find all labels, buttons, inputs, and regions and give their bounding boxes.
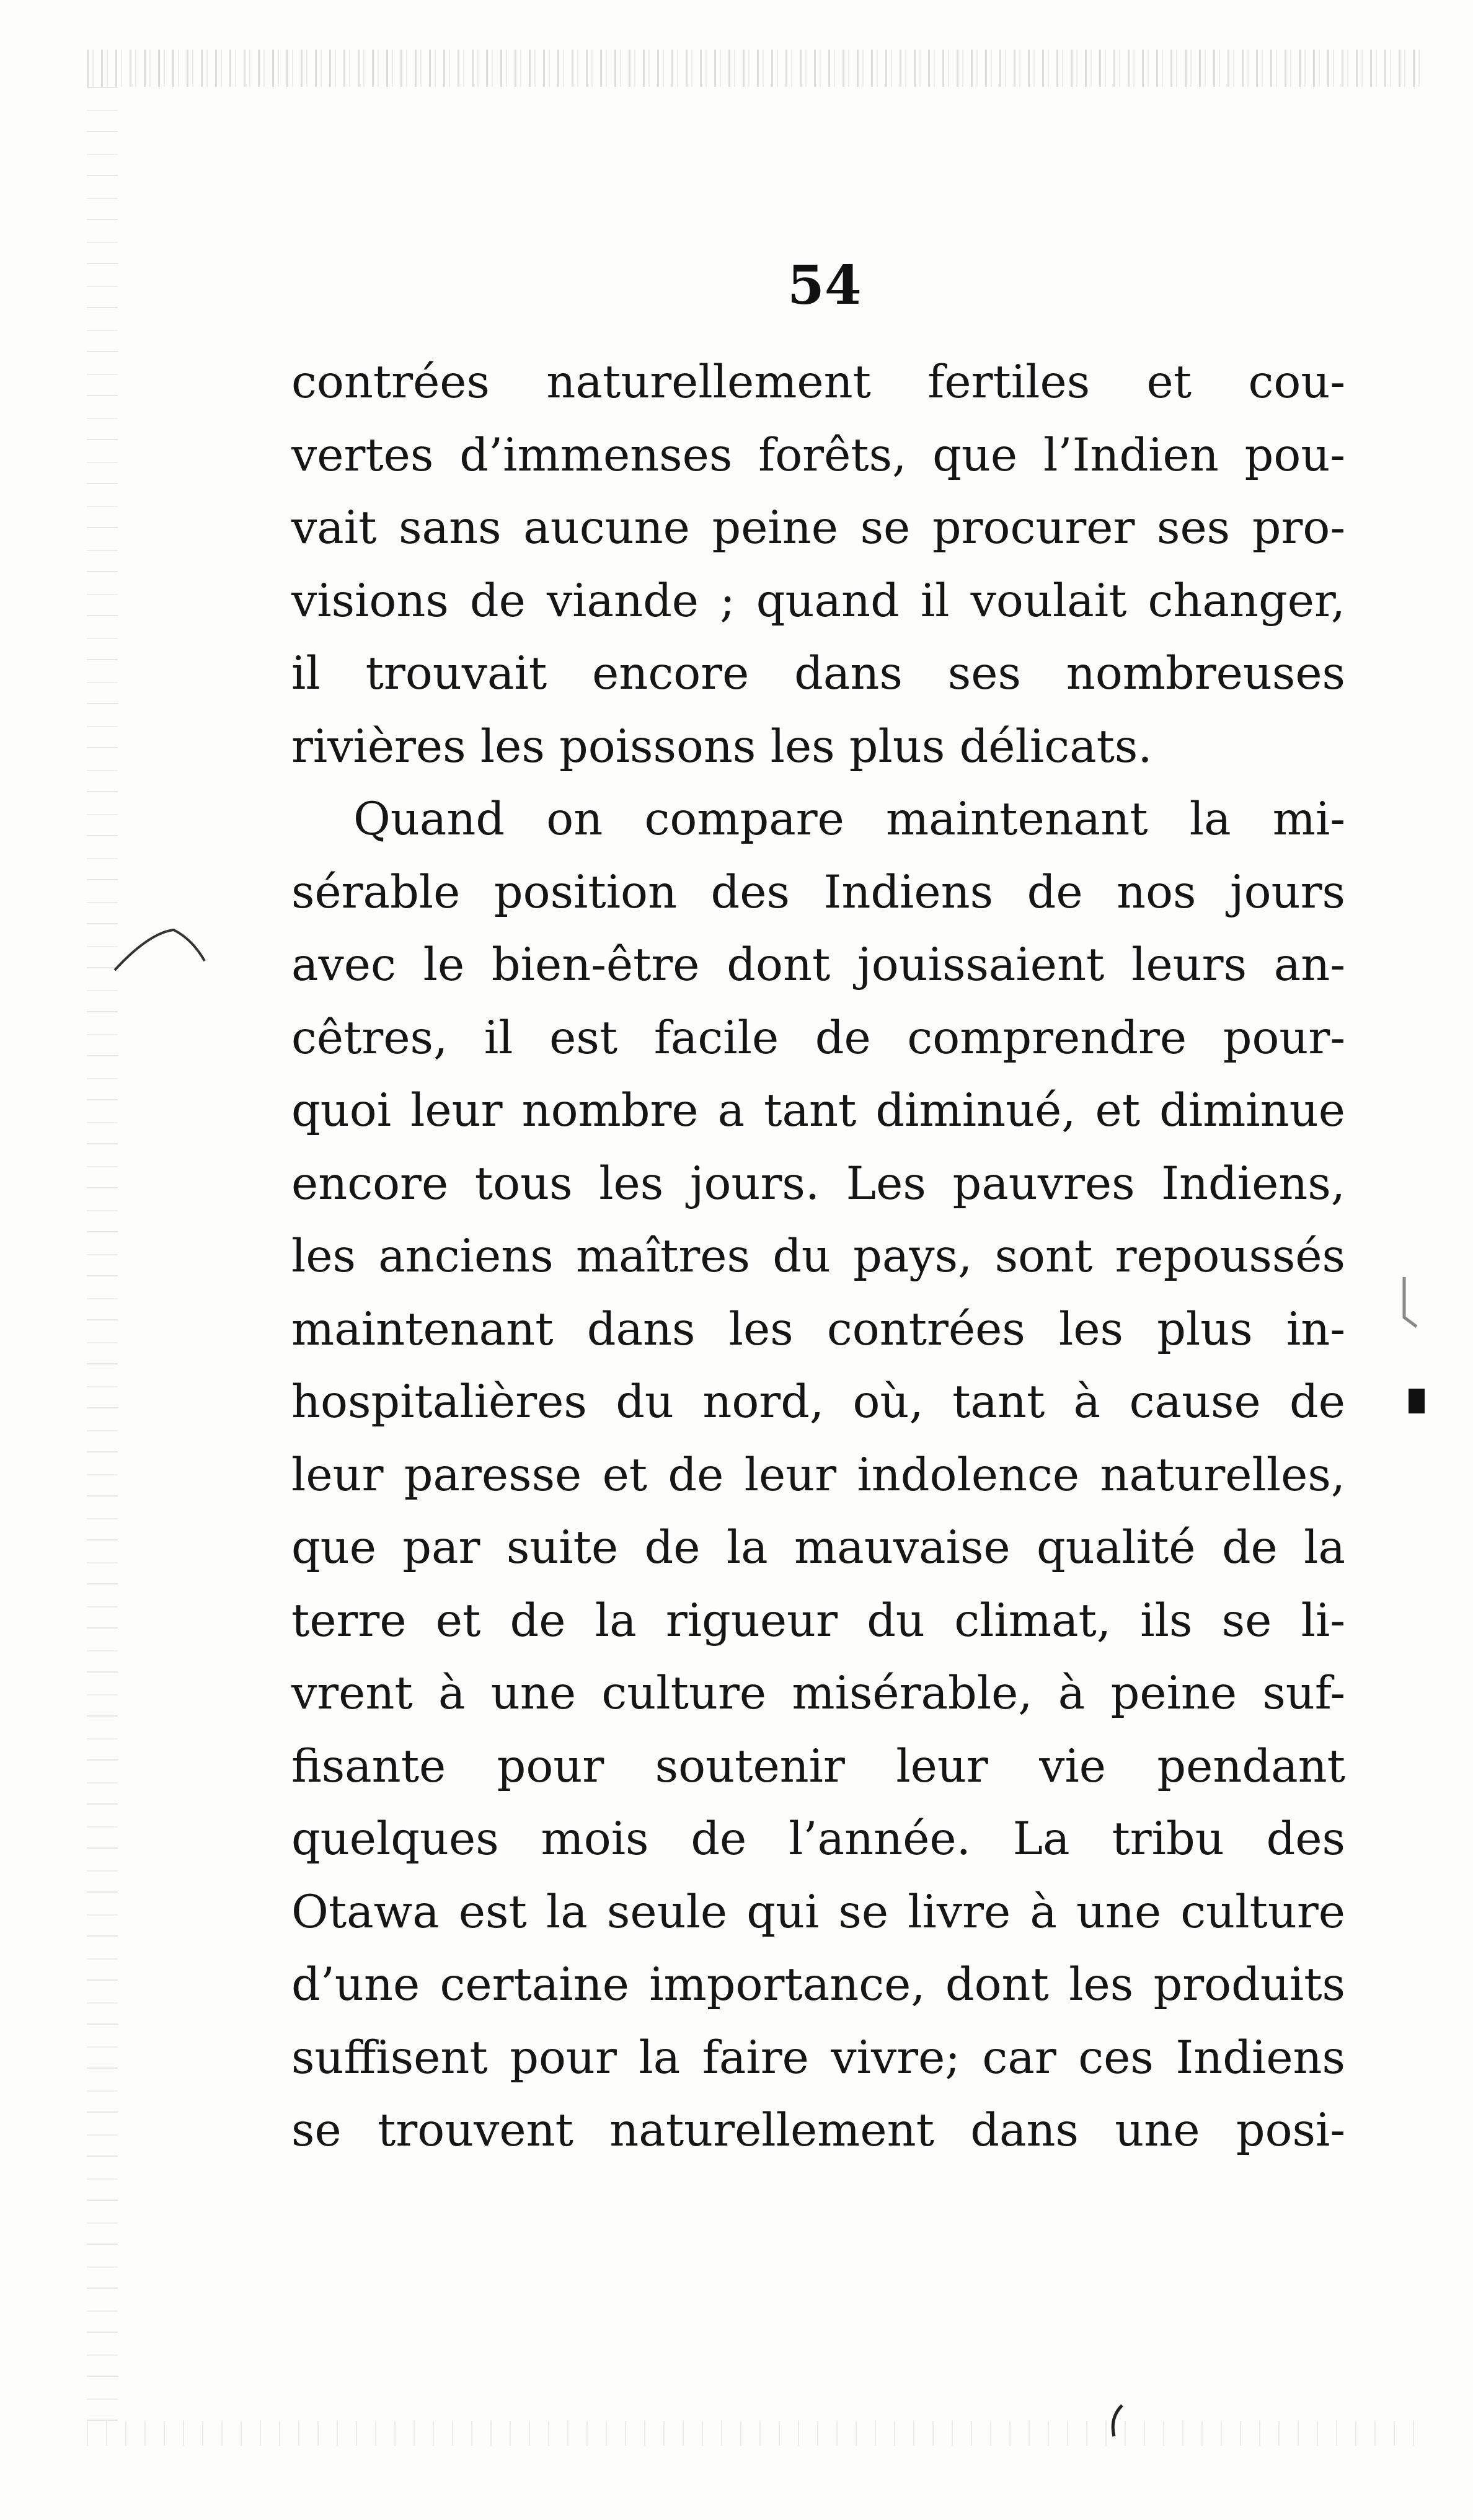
text-line: maintenant dans les contrées les plus in- <box>291 1302 1345 1356</box>
body-text <box>291 346 1345 2167</box>
text-line: visions de viande ; quand il voulait changer, <box>291 574 1345 627</box>
text-line: vrent à une culture misérable, à peine suf- <box>291 1667 1345 1720</box>
stray-ink-mark <box>1107 2402 1125 2439</box>
text-line: quoi leur nombre a tant diminué, et diminue <box>291 1084 1345 1137</box>
text-line: terre et de la rigueur du climat, ils se li- <box>291 1594 1345 1647</box>
text-line: les anciens maîtres du pays, sont repoussés <box>291 1230 1345 1283</box>
text-line: Otawa est la seule qui se livre à une culture <box>291 1885 1345 1939</box>
page-number: 54 <box>787 254 862 317</box>
text-line: Quand on compare maintenant la mi- <box>353 793 1345 846</box>
text-line: encore tous les jours. Les pauvres Indiens, <box>291 1157 1345 1210</box>
text-line: avec le bien-être dont jouissaient leurs an- <box>291 939 1345 991</box>
text-line: leur paresse et de leur indolence naturelles, <box>291 1448 1345 1501</box>
text-line: hospitalières du nord, où, tant à cause de <box>291 1376 1345 1428</box>
text-line: se trouvent naturellement dans une posi- <box>291 2104 1345 2157</box>
page-edge-top <box>87 50 1420 87</box>
text-line: rivières les poissons les plus délicats. <box>291 720 1152 773</box>
text-line: contrées naturellement fertiles et cou- <box>291 356 1345 409</box>
page-edge-bottom <box>87 2421 1420 2446</box>
text-line: fisante pour soutenir leur vie pendant <box>291 1740 1345 1793</box>
margin-tick-mark <box>1398 1274 1423 1330</box>
text-line: d’une certaine importance, dont les produits <box>291 1958 1345 2011</box>
text-line: que par suite de la mauvaise qualité de la <box>291 1521 1345 1574</box>
text-line: quelques mois de l’année. La tribu des <box>291 1813 1345 1865</box>
margin-pencil-mark <box>112 927 211 976</box>
page-edge-left <box>87 87 118 2443</box>
text-line: vait sans aucune peine se procurer ses pro- <box>291 502 1345 554</box>
text-line: suffisent pour la faire vivre; car ces Indiens <box>291 2031 1345 2084</box>
text-line: cêtres, il est facile de comprendre pour- <box>291 1011 1345 1064</box>
text-line: vertes d’immenses forêts, que l’Indien pou- <box>291 428 1345 482</box>
text-line: sérable position des Indiens de nos jours <box>291 865 1345 919</box>
margin-ink-blot <box>1409 1389 1425 1413</box>
text-line: il trouvait encore dans ses nombreuses <box>291 647 1345 700</box>
